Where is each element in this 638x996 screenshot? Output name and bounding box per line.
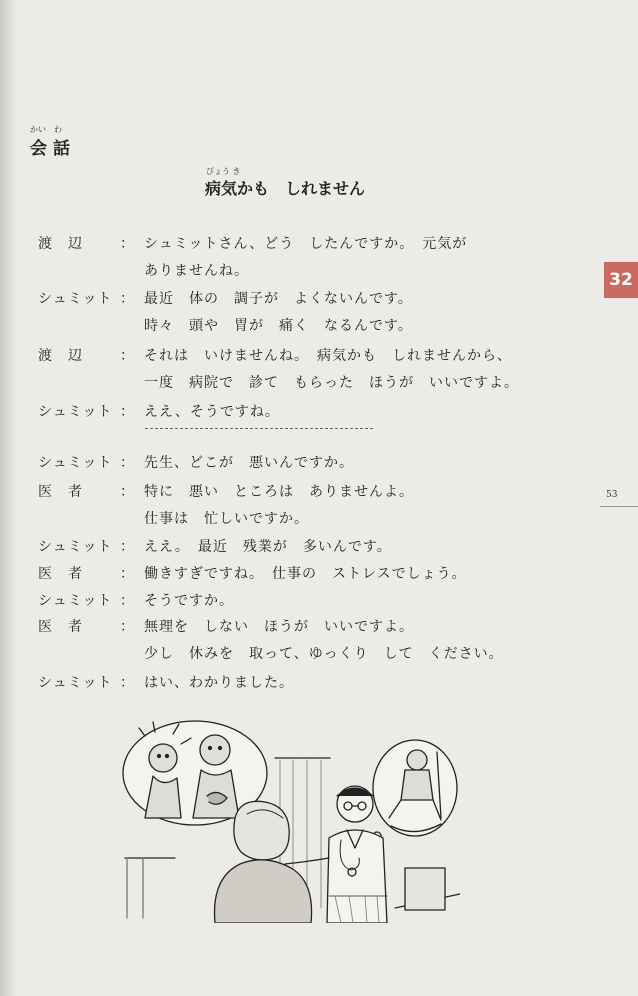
- speaker-colon: ：: [120, 348, 134, 364]
- speaker-name: 医 者: [38, 619, 83, 635]
- page-gutter-shadow: [0, 0, 16, 996]
- speaker-name: シュミット: [38, 291, 113, 307]
- speaker-name: シュミット: [38, 593, 113, 609]
- speaker-name: シュミット: [38, 455, 113, 471]
- dialogue-line: 働きすぎですね。 仕事の ストレスでしょう。: [144, 566, 467, 582]
- doctor-visit-illustration: [115, 718, 460, 923]
- speaker-name: 医 者: [38, 484, 83, 500]
- dialogue-line: ありませんね。: [144, 263, 249, 279]
- scene-divider: [145, 428, 373, 429]
- speaker-name: シュミット: [38, 675, 113, 691]
- dialogue-line: はい、わかりました。: [144, 675, 294, 691]
- speaker-colon: ：: [120, 236, 134, 252]
- dialogue-line: 少し 休みを 取って、ゆっくり して ください。: [144, 646, 504, 662]
- speaker-colon: ：: [120, 619, 134, 635]
- dialogue-title: 病気かも しれません: [205, 179, 366, 198]
- dialogue-line: 先生、どこが 悪いんですか。: [144, 455, 354, 471]
- section-ruby: かい わ: [30, 125, 62, 134]
- dialogue-line: ええ、そうですね。: [144, 404, 280, 420]
- speaker-name: 医 者: [38, 566, 83, 582]
- speaker-name: 渡 辺: [38, 236, 83, 252]
- desk: [405, 868, 445, 910]
- speaker-colon: ：: [120, 484, 134, 500]
- dialogue-line: シュミットさん、どう したんですか。 元気が: [144, 236, 468, 252]
- dialogue-line: 時々 頭や 胃が 痛く なるんです。: [144, 318, 413, 334]
- dialogue-line: ええ。 最近 残業が 多いんです。: [144, 539, 392, 555]
- speaker-colon: ：: [120, 404, 134, 420]
- dialogue-line: 最近 体の 調子が よくないんです。: [144, 291, 413, 307]
- title-ruby: びょう き: [206, 167, 241, 176]
- speaker-colon: ：: [120, 455, 134, 471]
- lesson-tab: 32: [604, 262, 638, 298]
- dialogue-line: それは いけませんね。 病気かも しれませんから、: [144, 348, 512, 364]
- page-number: 53: [606, 490, 618, 500]
- dialogue-line: そうですか。: [144, 593, 234, 609]
- thought-bubble-rest: [373, 740, 457, 836]
- page-number-rule: [600, 506, 638, 507]
- speaker-name: 渡 辺: [38, 348, 83, 364]
- speaker-name: シュミット: [38, 404, 113, 420]
- speaker-colon: ：: [120, 566, 134, 582]
- section-heading: 会話: [30, 139, 76, 159]
- dialogue-line: 仕事は 忙しいですか。: [144, 511, 309, 527]
- dialogue-line: 特に 悪い ところは ありませんよ。: [144, 484, 414, 500]
- speaker-colon: ：: [120, 291, 134, 307]
- speaker-colon: ：: [120, 539, 134, 555]
- dialogue-line: 無理を しない ほうが いいですよ。: [144, 619, 414, 635]
- speaker-colon: ：: [120, 593, 134, 609]
- dialogue-line: 一度 病院で 診て もらった ほうが いいですよ。: [144, 375, 519, 391]
- speaker-name: シュミット: [38, 539, 113, 555]
- speaker-colon: ：: [120, 675, 134, 691]
